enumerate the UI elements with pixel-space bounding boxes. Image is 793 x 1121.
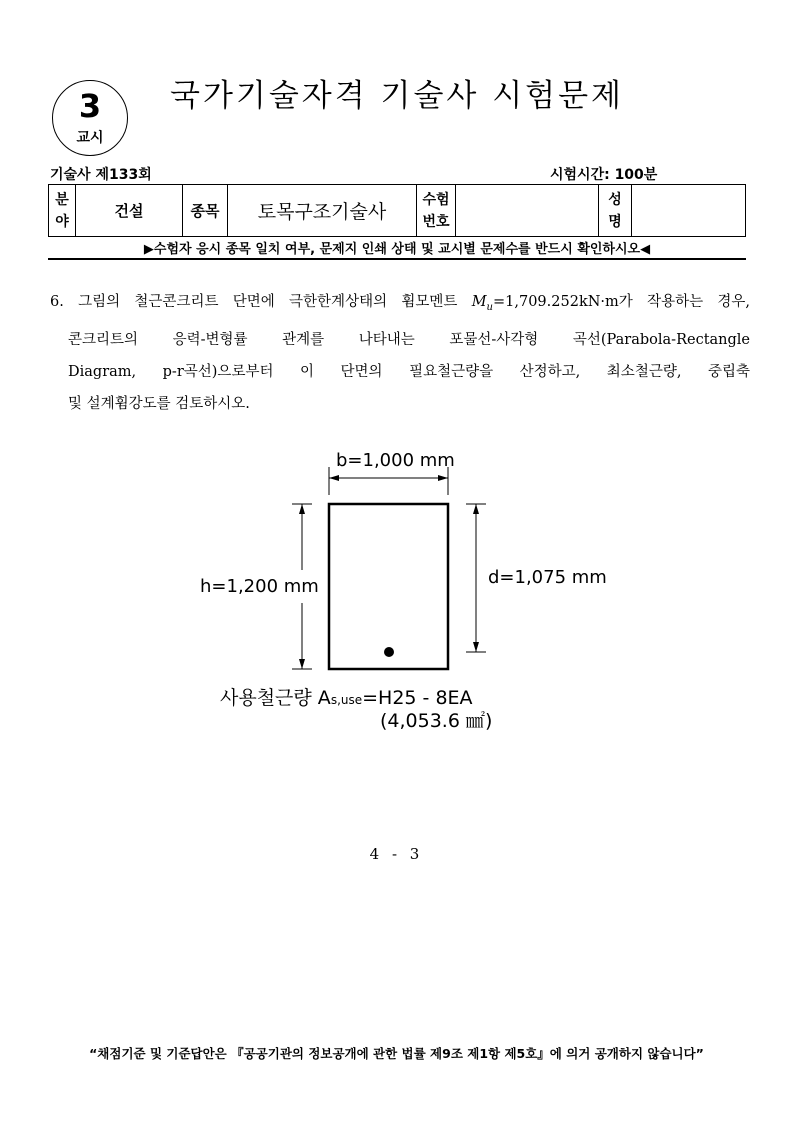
beam-section [329, 504, 448, 669]
question-line-2: 콘크리트의 응력-변형률 관계를 나타내는 포물선-사각형 곡선(Parabola-Rectangle [68, 331, 750, 348]
depth-arrow-bottom [473, 642, 479, 652]
period-label: 교시 [76, 130, 104, 146]
category-label: 종목 [183, 185, 228, 237]
question-line-1-post: =1,709.252kN·m가 작용하는 경우, [493, 294, 750, 310]
width-arrow-left [329, 475, 339, 481]
footer-note: “채점기준 및 기준답안은 『공공기관의 정보공개에 관한 법률 제9조 제1항 제5호』에 의거 공개하지 않습니다” [89, 1046, 704, 1061]
depth-label: d=1,075 mm [488, 567, 607, 588]
question-line-3: Diagram, p-r곡선)으로부터 이 단면의 필요철근량을 산정하고, 최소철근량, 중립축 [68, 363, 750, 380]
period-number: 3 [78, 87, 102, 125]
question-line-1-pre: 6. 그림의 철근콘크리트 단면에 극한한계상태의 휨모멘트 [50, 294, 472, 310]
moment-subscript: u [486, 301, 493, 313]
name-label-1: 성 [608, 191, 622, 208]
exam-time: 시험시간: 100분 [550, 167, 658, 183]
page-number: 4 - 3 [369, 845, 424, 863]
height-label: h=1,200 mm [200, 576, 319, 597]
question-line-4: 및 설계휨강도를 검토하시오. [68, 395, 250, 412]
width-arrow-right [438, 475, 448, 481]
page-title: 국가기술자격 기술사 시험문제 [170, 78, 625, 114]
field-value: 건설 [76, 185, 183, 237]
field-label-2: 야 [55, 213, 69, 230]
width-label: b=1,000 mm [336, 450, 455, 471]
height-arrow-top [299, 504, 305, 514]
steel-label-post: =H25 - 8EA [362, 687, 473, 709]
exam-no-label-1: 수험 [422, 191, 450, 208]
name-label-2: 명 [608, 213, 622, 230]
field-label-1: 분 [55, 191, 69, 208]
height-arrow-bottom [299, 659, 305, 669]
exam-round: 기술사 제133회 [50, 167, 152, 183]
steel-area: (4,053.6 ㎟) [380, 710, 493, 732]
steel-label-pre: 사용철근량 A [220, 687, 331, 709]
category-value: 토목구조기술사 [228, 185, 417, 237]
steel-label-sub: s,use [330, 693, 363, 707]
exam-no-label-2: 번호 [422, 213, 450, 230]
rebar-dot [384, 647, 394, 657]
moment-symbol: M [471, 294, 487, 310]
notice: ▶수험자 응시 종목 일치 여부, 문제지 인쇄 상태 및 교시별 문제수를 반드시 확인하시오◀ [143, 242, 651, 257]
depth-arrow-top [473, 504, 479, 514]
